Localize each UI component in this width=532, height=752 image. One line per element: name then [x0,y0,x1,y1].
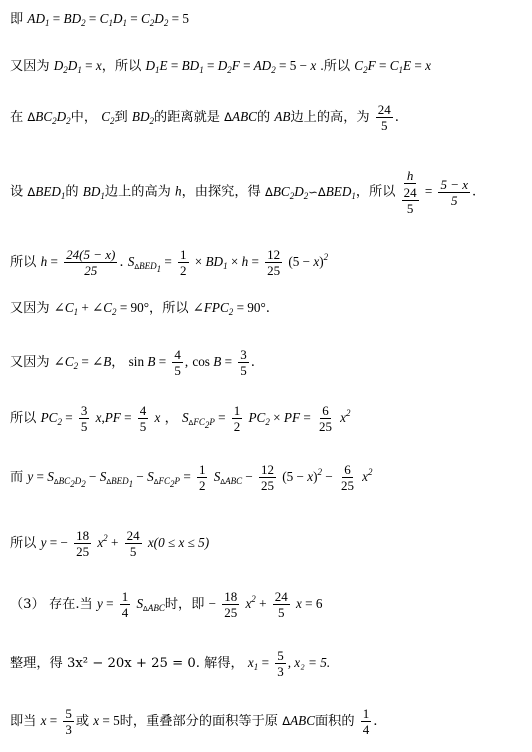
line-7: 又因为 $\angle C_2$ = ∠B， sin B = $\frac{4}{5}$ , cos B = $\frac{3}{5}$ . [10,347,255,378]
fraction: $\frac{24}{5}$ [377,102,391,133]
compound-fraction: $\frac{h}{\frac{24}{5}}$ [403,168,417,216]
line-2: 又因为 $D_2D_1 = x$，所以 $D_1E = BD_1 = D_2F = AD_2 = 5 - x$ .所以 $C_2F = C_1E = x$ [10,58,431,75]
fraction: $\frac{5 - x}{5}$ [440,176,469,208]
line-9: 而 $y = S_{\Delta BC_2D_2} - S_{\Delta BED_1} - S_{\Delta FC_2P}$ = $\frac{1}{2}$ $S_{\Delta ABC}$ − $\frac{12}{25}$ $(5 - x)^2$ − $\frac{6}{25}$ $x^2$ [10,462,373,493]
line-1: 即 $AD_1 = BD_2 = C_1D_1 = C_2D_2 = 5$ [10,11,189,28]
line-5: 所以 h = $\frac{24(5 - x)}{25}$ . $S_{\Delta BED_1}$ = $\frac{1}{2}$ × $BD_1 \times h$ = $\frac{12}{25}$ $(5 - x)^2$ [10,247,329,278]
line-3: 在 $\Delta BC_2D_2$中， $C_2$到 $BD_2$的距离就是 ΔABC的 AB边上的高，为 $\frac{24}{5}$ . [10,102,399,133]
line-8: 所以 $PC_2$ = $\frac{3}{5}$ x,PF = $\frac{4}{5}$ x ， $S_{\Delta FC_2P}$ = $\frac{1}{2}$ $PC_2$ × PF = $\frac{6}{25}$ $x^2$ [10,403,351,434]
line-11: （3） 存在.当 y = $\frac{1}{4}$ $S_{\Delta ABC}$时，即 − $\frac{18}{25}$ $x^2$ + $\frac{24}{5}$ x = 6 [10,589,323,620]
fraction: $\frac{24(5 - x)}{25}$ [66,247,116,278]
line-10: 所以 y = − $\frac{18}{25}$ $x^2$ + $\frac{24}{5}$ x(0 ≤ x ≤ 5) [10,528,210,559]
line-12: 整理，得 3x² − 20x + 25 = 0. 解得， $x_1$ = $\frac{5}{3}$ , x₂ = 5. [10,648,331,679]
line-13: 即当 x = $\frac{5}{3}$ 或 x = 5时，重叠部分的面积等于原 ΔABC面积的 $\frac{1}{4}$ . [10,706,378,737]
line-6: 又因为 $\angle C_1$ + $\angle C_2 = 90^\circ$，所以 $\angle FPC_2 = 90^\circ$. [10,300,270,317]
line-4: 设 $\Delta BED_1$的 $BD_1$边上的高为 h，由探究，得 $\Delta BC_2D_2∽\Delta BED_1$，所以 $\frac{h}{\frac{24}{5}}$ = $\frac{5 - x}{5}$ . [10,168,477,216]
